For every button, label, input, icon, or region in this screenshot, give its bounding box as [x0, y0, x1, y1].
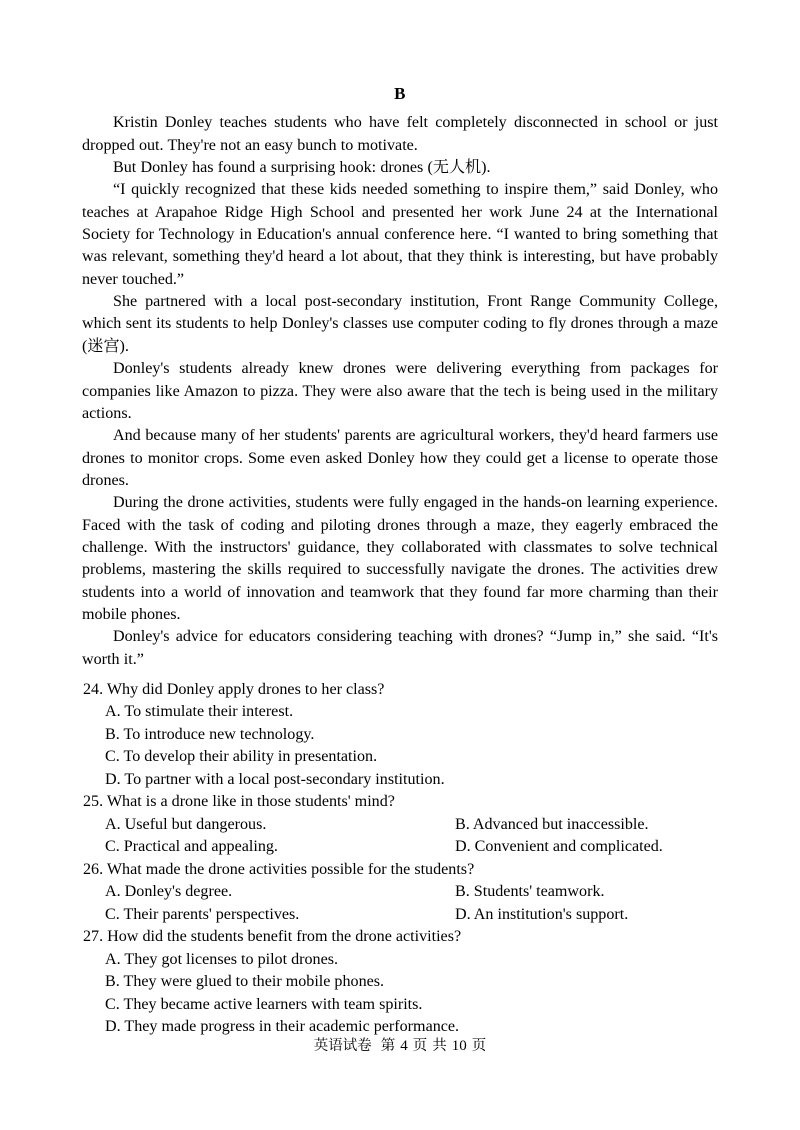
passage-paragraph: “I quickly recognized that these kids needed something to inspire them,” said Donley, who teaches at Arapahoe Ridge High School and presented her work June 24 at the International Society for Technology in Education's annual conference here. “I wanted to bring something that was relevant, something they'd heard a lot about, that they think is interesting, but have probably never touched.”: [82, 181, 718, 288]
section-heading: B: [394, 84, 406, 103]
option-row: [105, 814, 718, 837]
question-stem: 24. Why did Donley apply drones to her class?: [83, 680, 385, 698]
option-d[interactable]: D. Convenient and complicated.: [455, 838, 663, 856]
option-row: [105, 904, 718, 927]
option-c[interactable]: C. They became active learners with team spirits.: [105, 995, 423, 1013]
option-d[interactable]: D. They made progress in their academic performance.: [105, 1018, 460, 1036]
question-stem: 26. What made the drone activities possible for the students?: [83, 860, 475, 878]
passage-paragraph: Donley's students already knew drones were delivering everything from packages for companies like Amazon to pizza. They were also aware that the tech is being used in the military actions.: [82, 360, 718, 422]
option-b[interactable]: B. To introduce new technology.: [105, 725, 315, 743]
option-list: [82, 814, 718, 859]
option-d[interactable]: D. To partner with a local post-secondary institution.: [105, 770, 445, 788]
questions-section: [82, 679, 718, 1039]
footer-paper-name: 英语试卷: [313, 1038, 372, 1054]
option-b[interactable]: B. Advanced but inaccessible.: [455, 815, 649, 833]
option-row: [105, 881, 718, 904]
footer-page-number: 4: [400, 1038, 408, 1054]
question-24: [82, 679, 718, 792]
footer-total-unit: 页: [471, 1038, 487, 1054]
option-list: [82, 701, 718, 791]
passage-paragraph: But Donley has found a surprising hook: drones (无人机).: [113, 159, 491, 177]
option-d[interactable]: D. An institution's support.: [455, 905, 629, 923]
option-row: [105, 836, 718, 859]
option-c[interactable]: C. Their parents' perspectives.: [105, 905, 300, 923]
question-26: [82, 859, 718, 927]
option-a[interactable]: A. Useful but dangerous.: [105, 815, 267, 833]
page-footer: [0, 1036, 800, 1056]
option-c[interactable]: C. To develop their ability in presentation.: [105, 748, 378, 766]
page-content: [82, 84, 718, 1039]
passage-paragraph: And because many of her students' parents are agricultural workers, they'd heard farmers use drones to monitor crops. Some even asked Donley how they could get a license to operate those drones.: [82, 427, 718, 489]
footer-total-pages: 10: [451, 1038, 467, 1054]
footer-page-prefix: 第: [380, 1038, 396, 1054]
option-b[interactable]: B. Students' teamwork.: [455, 883, 605, 901]
option-list: [82, 881, 718, 926]
footer-page-unit: 页: [412, 1038, 428, 1054]
passage-paragraph: During the drone activities, students were fully engaged in the hands-on learning experience. Faced with the task of coding and piloting drones through a maze, they eagerly embraced the challenge. With the instructors' guidance, they collaborated with classmates to solve technical problems, mastering the skills required to successfully navigate the drones. The activities drew students into a world of innovation and teamwork that they found far more charming than their mobile phones.: [82, 494, 718, 623]
option-b[interactable]: B. They were glued to their mobile phones.: [105, 973, 385, 991]
option-a[interactable]: A. They got licenses to pilot drones.: [105, 950, 339, 968]
option-list: [82, 949, 718, 1039]
question-stem: 27. How did the students benefit from the drone activities?: [83, 928, 462, 946]
footer-total-prefix: 共: [432, 1038, 447, 1054]
question-25: [82, 791, 718, 859]
passage-paragraph: Donley's advice for educators considering teaching with drones? “Jump in,” she said. “It's worth it.”: [82, 628, 718, 668]
question-27: [82, 926, 718, 1039]
option-c[interactable]: C. Practical and appealing.: [105, 838, 278, 856]
passage-paragraph: Kristin Donley teaches students who have felt completely disconnected in school or just dropped out. They're not an easy bunch to motivate.: [82, 114, 718, 154]
question-stem: 25. What is a drone like in those students' mind?: [83, 793, 395, 811]
option-a[interactable]: A. To stimulate their interest.: [105, 703, 294, 721]
option-a[interactable]: A. Donley's degree.: [105, 883, 233, 901]
reading-passage: [82, 112, 718, 671]
passage-paragraph: She partnered with a local post-secondary institution, Front Range Community College, which sent its students to help Donley's classes use computer coding to fly drones through a maze (迷宫).: [82, 293, 718, 355]
